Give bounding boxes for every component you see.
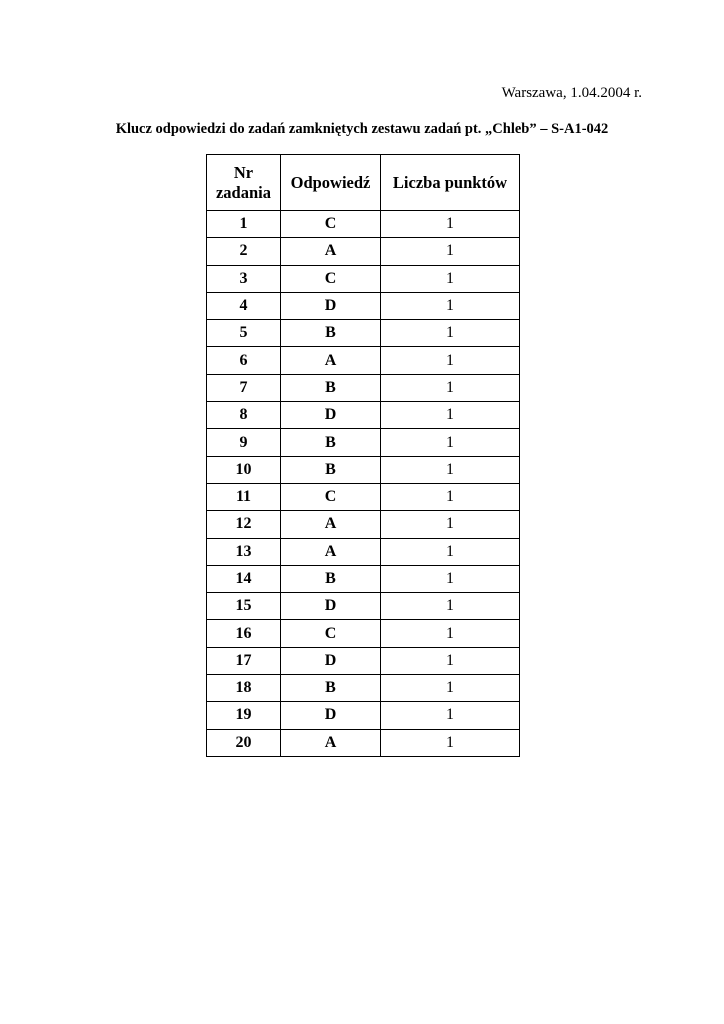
task-number-cell: 12 <box>207 511 281 538</box>
task-number-cell: 17 <box>207 647 281 674</box>
task-number-cell: 18 <box>207 675 281 702</box>
answer-cell: A <box>281 511 381 538</box>
points-cell: 1 <box>381 211 520 238</box>
answer-cell: C <box>281 483 381 510</box>
points-cell: 1 <box>381 593 520 620</box>
document-date: Warszawa, 1.04.2004 r. <box>501 85 642 101</box>
points-cell: 1 <box>381 292 520 319</box>
table-row <box>207 647 520 674</box>
answer-cell: A <box>281 538 381 565</box>
points-cell: 1 <box>381 402 520 429</box>
answer-cell: B <box>281 456 381 483</box>
answer-cell: A <box>281 729 381 756</box>
points-cell: 1 <box>381 702 520 729</box>
points-cell: 1 <box>381 675 520 702</box>
task-number-cell: 11 <box>207 483 281 510</box>
task-number-cell: 9 <box>207 429 281 456</box>
table-row <box>207 675 520 702</box>
table-row <box>207 729 520 756</box>
points-cell: 1 <box>381 456 520 483</box>
answer-cell: B <box>281 374 381 401</box>
table-row <box>207 429 520 456</box>
table-row <box>207 511 520 538</box>
answer-cell: D <box>281 647 381 674</box>
points-cell: 1 <box>381 238 520 265</box>
table-row <box>207 292 520 319</box>
points-cell: 1 <box>381 320 520 347</box>
points-cell: 1 <box>381 483 520 510</box>
table-row <box>207 320 520 347</box>
points-cell: 1 <box>381 429 520 456</box>
answer-cell: D <box>281 593 381 620</box>
header-points: Liczba punktów <box>381 155 520 211</box>
points-cell: 1 <box>381 729 520 756</box>
table-row <box>207 374 520 401</box>
task-number-cell: 5 <box>207 320 281 347</box>
answer-cell: D <box>281 402 381 429</box>
table-row <box>207 238 520 265</box>
points-cell: 1 <box>381 538 520 565</box>
answer-cell: C <box>281 211 381 238</box>
task-number-cell: 10 <box>207 456 281 483</box>
points-cell: 1 <box>381 647 520 674</box>
header-task-number <box>207 155 281 211</box>
points-cell: 1 <box>381 565 520 592</box>
answer-cell: B <box>281 565 381 592</box>
table-row <box>207 211 520 238</box>
task-number-cell: 20 <box>207 729 281 756</box>
table-row <box>207 593 520 620</box>
header-answer: Odpowiedź <box>281 155 381 211</box>
answer-cell: C <box>281 620 381 647</box>
table-row <box>207 347 520 374</box>
answer-cell: B <box>281 320 381 347</box>
table-row <box>207 402 520 429</box>
table-row <box>207 265 520 292</box>
answer-cell: B <box>281 675 381 702</box>
answer-cell: C <box>281 265 381 292</box>
table-row <box>207 483 520 510</box>
points-cell: 1 <box>381 511 520 538</box>
table-header-row <box>207 155 520 211</box>
table-row <box>207 456 520 483</box>
header-task-number-line1: Nr <box>233 162 254 182</box>
task-number-cell: 6 <box>207 347 281 374</box>
task-number-cell: 16 <box>207 620 281 647</box>
task-number-cell: 1 <box>207 211 281 238</box>
table-row <box>207 565 520 592</box>
task-number-cell: 15 <box>207 593 281 620</box>
task-number-cell: 3 <box>207 265 281 292</box>
points-cell: 1 <box>381 347 520 374</box>
header-task-number-line2: zadania <box>215 182 271 202</box>
task-number-cell: 2 <box>207 238 281 265</box>
table-row <box>207 702 520 729</box>
answer-cell: A <box>281 238 381 265</box>
table-header <box>207 155 520 211</box>
answer-key-table <box>206 154 520 757</box>
answer-cell: A <box>281 347 381 374</box>
task-number-cell: 19 <box>207 702 281 729</box>
task-number-cell: 7 <box>207 374 281 401</box>
task-number-cell: 8 <box>207 402 281 429</box>
answer-cell: D <box>281 702 381 729</box>
task-number-cell: 4 <box>207 292 281 319</box>
task-number-cell: 14 <box>207 565 281 592</box>
table-body <box>207 211 520 757</box>
table-row <box>207 538 520 565</box>
answer-cell: B <box>281 429 381 456</box>
points-cell: 1 <box>381 374 520 401</box>
table-row <box>207 620 520 647</box>
document-title: Klucz odpowiedzi do zadań zamkniętych zestawu zadań pt. „Chleb” – S-A1-042 <box>115 121 609 137</box>
answer-cell: D <box>281 292 381 319</box>
points-cell: 1 <box>381 265 520 292</box>
points-cell: 1 <box>381 620 520 647</box>
task-number-cell: 13 <box>207 538 281 565</box>
